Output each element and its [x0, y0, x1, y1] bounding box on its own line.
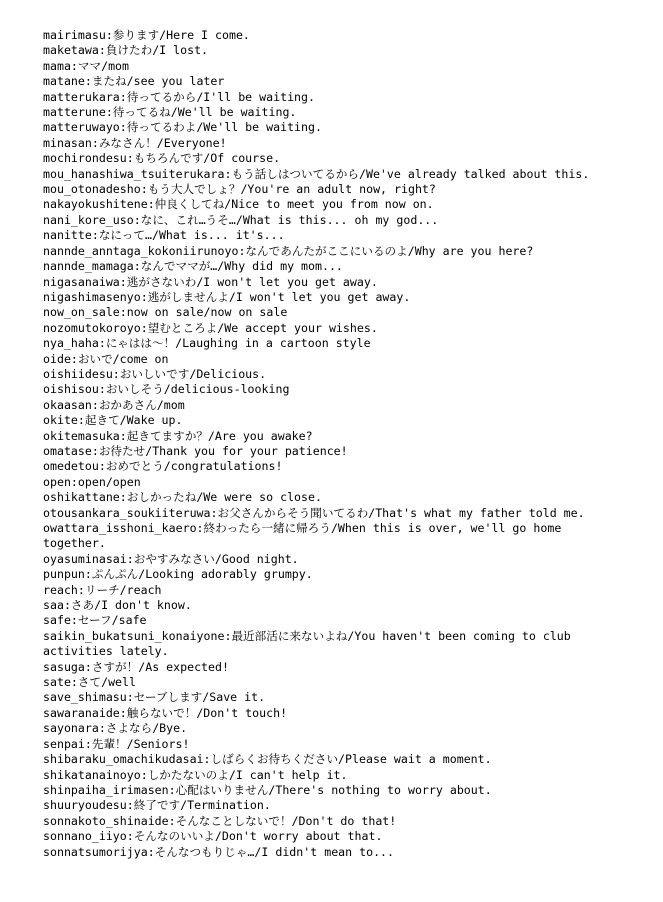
- text-line: okitemasuka:起きてますか？/Are you awake?: [43, 428, 313, 443]
- text-line: shikatanainoyo:しかたないのよ/I can't help it.: [43, 767, 348, 782]
- text-line: okite:起きて/Wake up.: [43, 413, 183, 428]
- text-line: matteruwayo:待ってるわよ/We'll be waiting.: [43, 120, 322, 135]
- text-line: oshikattane:おしかったね/We were so close.: [43, 490, 322, 505]
- text-line: nigashimasenyo:逃がしませんよ/I won't let you get away.: [43, 289, 411, 304]
- text-line: nigasanaiwa:逃がさないわ/I won't let you get away.: [43, 274, 378, 289]
- text-line: nannde_anntaga_kokoniirunoyo:なんであんたがここにいるのよ/Why are you here?: [43, 243, 534, 258]
- text-line: mairimasu:参ります/Here I come.: [43, 28, 250, 42]
- text-line: punpun:ぷんぷん/Looking adorably grumpy.: [43, 567, 313, 582]
- text-line: nakayokushitene:仲良くしてね/Nice to meet you from now on.: [43, 197, 434, 212]
- text-line: nannde_mamaga:なんでママが…/Why did my mom...: [43, 259, 343, 274]
- text-line: sonnano_iiyo:そんなのいいよ/Don't worry about that.: [43, 829, 383, 844]
- text-line: otousankara_soukiiteruwa:お父さんからそう聞いてるわ/That's what my father told me.: [43, 505, 585, 520]
- text-line: sawaranaide:触らないで！/Don't touch!: [43, 705, 288, 720]
- text-line: omatase:お待たせ/Thank you for your patience!: [43, 443, 348, 458]
- text-line: reach:リーチ/reach: [43, 582, 162, 597]
- text-line: shinpaiha_irimasen:心配はいりません/There's nothing to worry about.: [43, 782, 492, 797]
- text-line: senpai:先輩！/Seniors!: [43, 736, 190, 751]
- text-line: now_on_sale:now on sale/now on sale: [43, 305, 288, 320]
- text-line: oide:おいで/come on: [43, 351, 169, 366]
- text-line: sasuga:さすが！/As expected!: [43, 659, 229, 674]
- text-line: oishisou:おいしそう/delicious-looking: [43, 382, 290, 397]
- text-line: nya_haha:にゃはは～！/Laughing in a cartoon style: [43, 336, 371, 351]
- text-line: sonnatsumorijya:そんなつもりじゃ…/I didn't mean to...: [43, 844, 395, 859]
- text-line: sonnakoto_shinaide:そんなことしないで！/Don't do that!: [43, 813, 397, 828]
- text-line: nanitte:なにって…/What is... it's...: [43, 228, 285, 243]
- text-line: safe:セーフ/safe: [43, 613, 147, 628]
- text-line: sate:さて/well: [43, 675, 136, 690]
- text-line: sayonara:さよなら/Bye.: [43, 721, 188, 736]
- text-line: saa:さあ/I don't know.: [43, 598, 192, 613]
- text-line: nozomutokoroyo:望むところよ/We accept your wishes.: [43, 320, 378, 335]
- text-line: oyasuminasai:おやすみなさい/Good night.: [43, 551, 299, 566]
- text-line: owattara_isshoni_kaero:終わったら一緒に帰ろう/When this is over, we'll go home together.: [43, 521, 562, 551]
- text-line: mama:ママ/mom: [43, 58, 130, 73]
- text-line: mou_otonadesho:もう大人でしょ？/You're an adult now, right?: [43, 182, 436, 197]
- text-line: matterune:待ってるね/We'll be waiting.: [43, 105, 297, 120]
- text-line: omedetou:おめでとう/congratulations!: [43, 459, 283, 474]
- text-line: oishiidesu:おいしいです/Delicious.: [43, 366, 267, 381]
- text-line: shibaraku_omachikudasai:しばらくお待ちください/Please wait a moment.: [43, 752, 492, 767]
- text-line: matane:またね/see you later: [43, 74, 225, 89]
- text-line: mochirondesu:もちろんです/Of course.: [43, 151, 281, 166]
- document-body: [43, 28, 603, 860]
- text-line: mou_hanashiwa_tsuiterukara:もう話しはついてるから/We've already talked about this.: [43, 166, 590, 181]
- text-line: shuuryoudesu:終了です/Termination.: [43, 798, 271, 813]
- text-line: nani_kore_uso:なに、これ…うそ…/What is this... oh my god...: [43, 212, 439, 227]
- text-line: minasan:みなさん！/Everyone!: [43, 135, 227, 150]
- text-line: saikin_bukatsuni_konaiyone:最近部活に来ないよね/You haven't been coming to club activities lately.: [43, 628, 571, 659]
- text-line: maketawa:負けたわ/I lost.: [43, 43, 209, 58]
- text-line: save_shimasu:セーブします/Save it.: [43, 690, 266, 705]
- text-line: okaasan:おかあさん/mom: [43, 397, 185, 412]
- text-line: open:open/open: [43, 474, 141, 489]
- text-line: matterukara:待ってるから/I'll be waiting.: [43, 89, 315, 104]
